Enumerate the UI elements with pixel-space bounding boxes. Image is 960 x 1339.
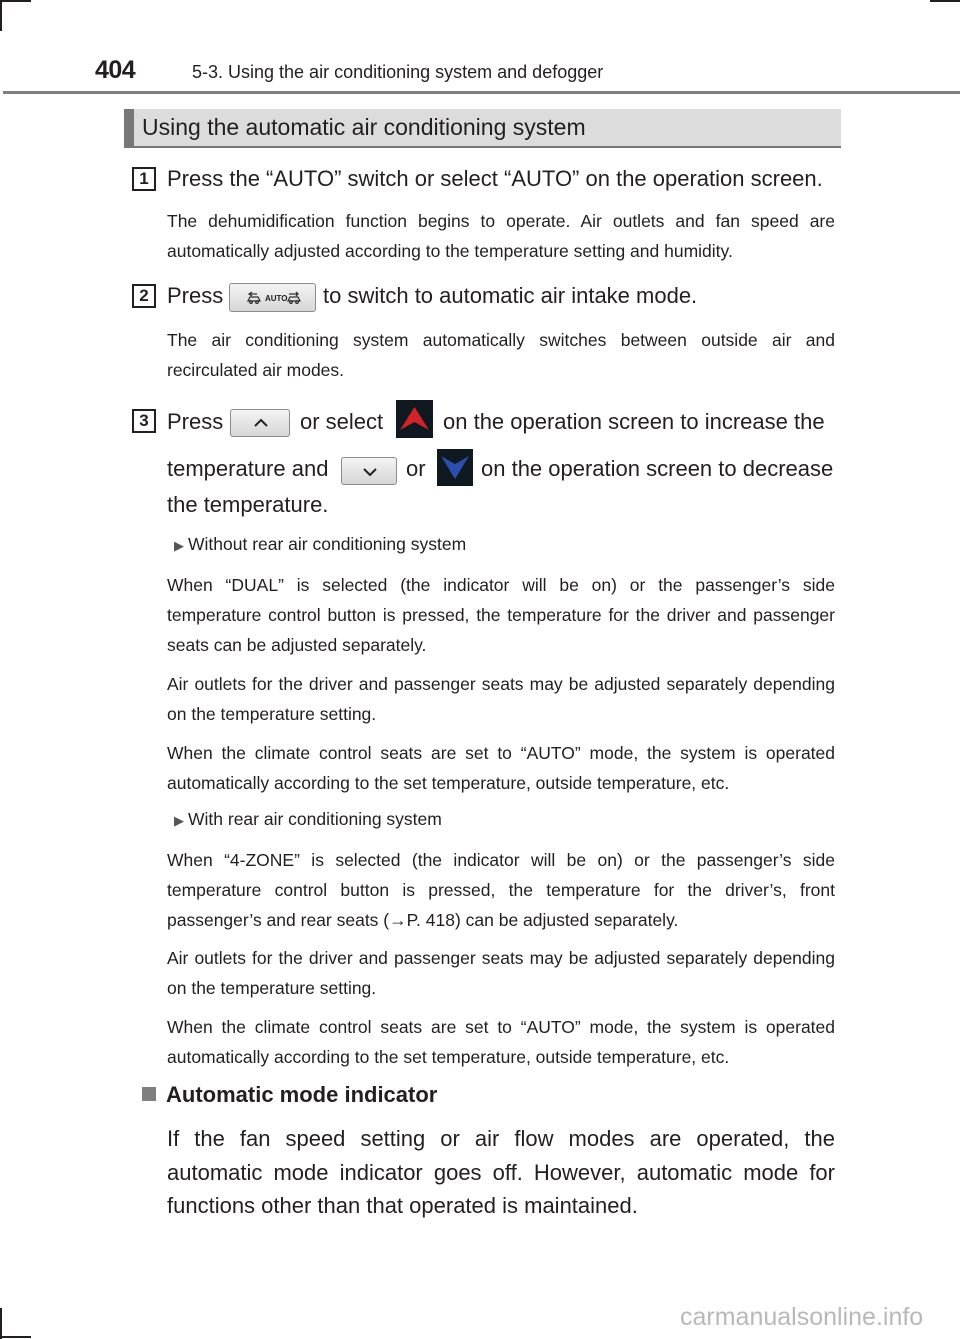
subsection-title-text: With rear air conditioning system	[188, 809, 442, 829]
step-1-note: The dehumidification function begins to operate. Air outlets and fan speed are automatically adjusted according to the temperature setting and humidity.	[167, 211, 835, 261]
step-3-or-select-text: or select	[300, 409, 384, 434]
arrow-down-icon	[437, 449, 473, 486]
section-heading-bar	[124, 109, 841, 148]
screen-increase-temp-icon[interactable]	[396, 400, 433, 438]
watermark: carmanualsonline.info	[680, 1303, 924, 1331]
subsection-title-text: Without rear air conditioning system	[188, 534, 467, 554]
temperature-up-button[interactable]	[230, 409, 290, 437]
step-3-or-text: or	[406, 456, 426, 481]
step-3-the-temperature-text: the temperature.	[167, 492, 329, 517]
step-2-press-text: Press	[167, 283, 224, 308]
step-3-decrease-text: on the operation screen to decrease	[481, 456, 834, 481]
paragraph: When the climate control seats are set to “AUTO” mode, the system is operated automatically according to the set temperature, outside temperature, etc.	[167, 743, 835, 793]
auto-air-intake-button[interactable]	[229, 283, 316, 312]
step-number-2: 2	[132, 284, 156, 308]
step-number-1: 1	[132, 167, 156, 191]
paragraph: Air outlets for the driver and passenger seats may be adjusted separately depending on the temperature setting.	[167, 674, 835, 724]
step-2-instruction: to switch to automatic air intake mode.	[323, 283, 698, 308]
auto-button-label: AUTO	[265, 294, 288, 303]
step-3-temperature-and-text: temperature and	[167, 456, 329, 481]
crop-mark	[930, 0, 960, 2]
page-header	[0, 56, 960, 96]
paragraph: Air outlets for the driver and passenger seats may be adjusted separately depending on the temperature setting.	[167, 948, 835, 998]
step-3-press-text: Press	[167, 409, 224, 434]
indicator-heading-text: Automatic mode indicator	[166, 1082, 438, 1107]
temperature-down-button[interactable]	[341, 457, 397, 485]
page-number: 404	[95, 56, 136, 84]
crop-mark	[0, 0, 2, 31]
arrow-up-icon	[396, 400, 433, 438]
indicator-body: If the fan speed setting or air flow modes are operated, the automatic mode indicator goes off. However, automatic mode for functions other than that operated is maintained.	[167, 1126, 835, 1218]
header-rule	[3, 91, 960, 94]
step-3-increase-text: on the operation screen to increase the	[443, 409, 825, 434]
paragraph: When “4-ZONE” is selected (the indicator will be on) or the passenger’s side temperature control button is pressed, the temperature for the driver’s, front passenger’s and rear seats (→P. 418) can be adjusted separately.	[167, 850, 835, 930]
subsection-title	[174, 534, 466, 555]
triangle-right-icon: ▶	[174, 538, 184, 553]
step-number-3: 3	[132, 409, 156, 433]
section-title: Using the automatic air conditioning system	[142, 114, 586, 140]
square-bullet-icon	[142, 1087, 156, 1101]
indicator-heading	[142, 1082, 437, 1108]
chapter-title: 5-3. Using the air conditioning system and defogger	[192, 62, 604, 82]
chevron-down-icon	[342, 458, 398, 486]
paragraph: When “DUAL” is selected (the indicator will be on) or the passenger’s side temperature control button is pressed, the temperature for the driver and passenger seats can be adjusted separately.	[167, 575, 835, 655]
crop-mark	[0, 1336, 31, 1338]
crop-mark	[0, 0, 31, 2]
subsection-title	[174, 809, 442, 830]
chevron-up-icon	[231, 410, 291, 438]
triangle-right-icon: ▶	[174, 813, 184, 828]
screen-decrease-temp-icon[interactable]	[437, 449, 473, 486]
step-2-note: The air conditioning system automatically switches between outside air and recirculated air modes.	[167, 330, 835, 380]
crop-mark	[0, 1308, 2, 1339]
step-1-instruction: Press the “AUTO” switch or select “AUTO” on the operation screen.	[167, 166, 823, 191]
paragraph: When the climate control seats are set to “AUTO” mode, the system is operated automatically according to the set temperature, outside temperature, etc.	[167, 1017, 835, 1067]
